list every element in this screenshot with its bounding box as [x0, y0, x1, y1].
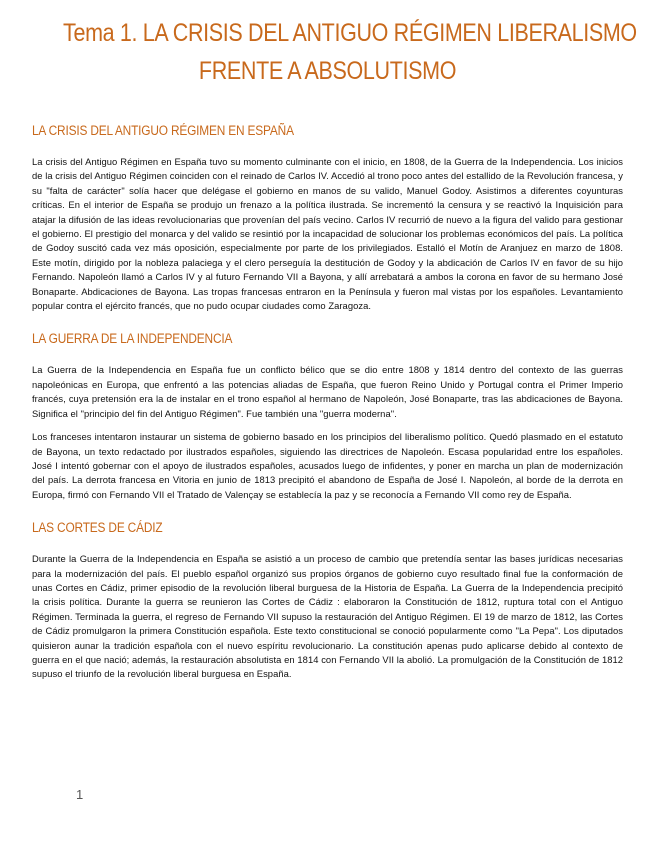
- paragraph: La Guerra de la Independencia en España fue un conflicto bélico que se dio entre 1808 y 1814 dentro del contexto de las guerras napoleónicas en Europa, que enfrentó a las potencias aliadas de España, que fueron Reino Unido y Portugal contra el Primer Imperio francés, cuya pretensión era la de instalar en el trono español al hermano de Napoleón, José Bonaparte, tras las abdicaciones de Bayona. Significa el "principio del fin del Antiguo Régimen". Fue también una "guerra moderna".: [32, 364, 623, 419]
- title-line-2: FRENTE A ABSOLUTISMO: [198, 57, 457, 85]
- title-line-1: Tema 1. LA CRISIS DEL ANTIGUO RÉGIMEN LIBERALISMO: [63, 19, 637, 47]
- section-guerra-independencia: [32, 330, 623, 502]
- document-body: [32, 122, 623, 699]
- section-heading: LAS CORTES DE CÁDIZ: [32, 520, 163, 536]
- document-title: [63, 14, 637, 90]
- paragraph: Durante la Guerra de la Independencia en España se asistió a un proceso de cambio que pretendía sentar las bases jurídicas necesarias para la modernización del país. El pueblo español organizó sus propios órganos de gobierno cuyo resultado final fue la conformación de unas Cortes en Cádiz, primer episodio de la revolución liberal burguesa de la Historia de España. La Guerra de la Independencia precipitó la crisis política. Durante la guerra se reunieron las Cortes de Cádiz : elaboraron la Constitución de 1812, ruptura total con el Antiguo Régimen. Terminada la guerra, el regreso de Fernando VII supuso la restauración del Antiguo Régimen. El 19 de marzo de 1812, las Cortes de Cádiz promulgaron la primera Constitución española. Este texto constitucional se conoció popularmente como "La Pepa". Los diputados quisieron aunar la tradición española con el nuevo espíritu revolucionario. La constitución apenas pudo aplicarse debido al contexto de guerra en el que nació; además, la restauración absolutista en 1814 con Fernando VII la abolió. La promulgación de la Constitución de 1812 supuso el triunfo de la revolución liberal burguesa en España.: [32, 553, 623, 680]
- section-cortes-cadiz: [32, 519, 623, 682]
- section-heading: LA GUERRA DE LA INDEPENDENCIA: [32, 331, 233, 347]
- paragraph: La crisis del Antiguo Régimen en España tuvo su momento culminante con el inicio, en 1808, de la Guerra de la Independencia. Los inicios de la crisis del Antiguo Régimen coinciden con el reinado de Carlos IV. Accedió al trono poco antes del estallido de la Revolución francesa, y su "falta de carácter" solía hacer que delégase el gobierno en manos de su valido, Manuel Godoy. Asistimos a diferentes coyunturas críticas. En el interior de España se produjo un frenazo a la política ilustrada. Se incrementó la censura y se reactivó la Inquisición para atajar la difusión de las ideas revolucionarias que provenían del país vecino. Carlos IV recurrió de nuevo a la figura del valido para gestionar el gobierno. El prestigio del monarca y del valido se resintió por la incapacidad de solucionar los problemas económicos del país. La política de Godoy suscitó cada vez más oposición, especialmente por parte de los privilegiados. Estalló el Motín de Aranjuez en marzo de 1808. Este motín, dirigido por la nobleza palaciega y el clero perseguía la destitución de Godoy y la abdicación de Carlos IV en favor de su hijo Fernando. Napoleón llamó a Carlos IV y al futuro Fernando VII a Bayona, y allí arrebatará a ambos la corona en favor de su hermano José Bonaparte. Abdicaciones de Bayona. Las tropas francesas entraron en la Península y fueron mal vistas por los españoles. Levantamiento popular contra el ejército francés, que no pudo ocupar ciudades como Zaragoza.: [32, 156, 623, 312]
- paragraph: Los franceses intentaron instaurar un sistema de gobierno basado en los principios del liberalismo político. Quedó plasmado en el estatuto de Bayona, un texto redactado por ilustrados españoles, siguiendo las directrices de Napoleón. Escasa popularidad entre los españoles. José I intentó gobernar con el apoyo de ilustrados españoles, acusados luego de infidentes, y poner en marcha un plan de modernización del país. La derrota francesa en Vitoria en junio de 1813 precipitó el abandono de España de José I. Napoleón, al borde de la derrota en Europa, firmó con Fernando VII el Tratado de Valençay se establecía la paz y se reconocía a Fernando VII como rey de España.: [32, 431, 623, 500]
- page-number: 1: [76, 787, 84, 802]
- section-crisis-antiguo-regimen: [32, 122, 623, 313]
- section-heading: LA CRISIS DEL ANTIGUO RÉGIMEN EN ESPAÑA: [32, 123, 294, 138]
